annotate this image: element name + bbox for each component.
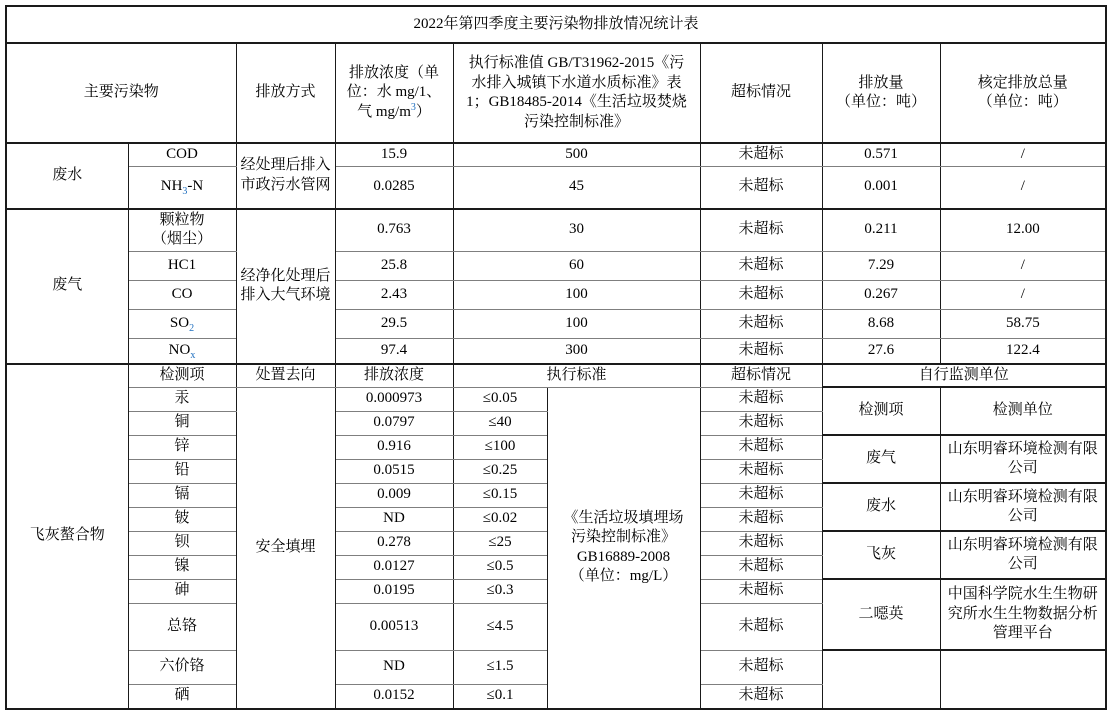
monitor-item-cell-empty <box>822 650 940 709</box>
exceed-status-cell: 未超标 <box>700 650 822 684</box>
pollutant-name-cell <box>128 166 236 209</box>
category-fly-ash: 飞灰螯合物 <box>6 364 128 709</box>
pollutant-name-cell <box>128 209 236 252</box>
discharge-amount-cell: 0.267 <box>822 280 940 309</box>
monitor-item-cell: 飞灰 <box>822 531 940 579</box>
approved-header-line1: 核定排放总量 <box>977 74 1068 91</box>
standard-line: （单位：mg/L） <box>569 568 678 584</box>
subheader-disposal: 处置去向 <box>236 364 335 388</box>
pollutant-name: SO <box>169 314 190 331</box>
approved-total-cell: / <box>940 143 1106 166</box>
amount-header-line1: 排放量 <box>858 74 904 91</box>
limit-cell: ≤0.5 <box>453 555 547 579</box>
concentration-cell: 0.00513 <box>335 603 453 650</box>
test-item-cell: 硒 <box>128 684 236 709</box>
test-item-cell: 砷 <box>128 579 236 603</box>
exceed-status-cell: 未超标 <box>700 309 822 338</box>
standard-line: 《生活垃圾填埋场 <box>563 509 684 526</box>
exceed-status-cell: 未超标 <box>700 338 822 364</box>
limit-cell: ≤0.05 <box>453 387 547 411</box>
limit-cell: ≤0.15 <box>453 483 547 507</box>
col-header-discharge-method: 排放方式 <box>236 43 335 143</box>
table-row <box>6 280 1106 309</box>
concentration-cell: 0.0152 <box>335 684 453 709</box>
category-wastewater: 废水 <box>6 143 128 209</box>
standard-value-cell: 100 <box>453 309 700 338</box>
standard-value-cell: 300 <box>453 338 700 364</box>
test-item-cell: 总铬 <box>128 603 236 650</box>
subheader-standard: 执行标准 <box>453 364 700 388</box>
discharge-amount-cell: 0.571 <box>822 143 940 166</box>
table-row <box>6 251 1106 280</box>
col-header-discharge-amount <box>822 43 940 143</box>
limit-cell: ≤0.25 <box>453 459 547 483</box>
table-row <box>6 209 1106 252</box>
pollutant-name-suffix: -N <box>187 178 204 195</box>
exceed-status-cell: 未超标 <box>700 603 822 650</box>
discharge-amount-cell: 27.6 <box>822 338 940 364</box>
col-header-approved-total <box>940 43 1106 143</box>
monitor-item-cell: 废气 <box>822 435 940 483</box>
exceed-status-cell: 未超标 <box>700 684 822 709</box>
discharge-amount-cell: 8.68 <box>822 309 940 338</box>
test-item-cell: 汞 <box>128 387 236 411</box>
col-header-concentration <box>335 43 453 143</box>
limit-cell: ≤0.02 <box>453 507 547 531</box>
standard-value-cell: 500 <box>453 143 700 166</box>
fly-ash-subheader-row <box>6 364 1106 388</box>
discharge-amount-cell: 0.001 <box>822 166 940 209</box>
approved-total-cell: 122.4 <box>940 338 1106 364</box>
monitor-unit-cell: 山东明睿环境检测有限公司 <box>940 483 1106 531</box>
col-header-main-pollutant: 主要污染物 <box>6 43 236 143</box>
concentration-cell: 0.0515 <box>335 459 453 483</box>
standard-line: GB16889-2008 <box>576 548 671 565</box>
pollutant-name-cell <box>128 251 236 280</box>
test-item-cell: 锌 <box>128 435 236 459</box>
amount-header-unit: （单位：吨） <box>835 94 926 110</box>
monitor-unit-cell: 山东明睿环境检测有限公司 <box>940 435 1106 483</box>
fly-ash-disposal-cell: 安全填埋 <box>236 387 335 709</box>
approved-total-cell: / <box>940 280 1106 309</box>
limit-cell: ≤40 <box>453 411 547 435</box>
subheader-test-item: 检测项 <box>128 364 236 388</box>
subheader-concentration: 排放浓度 <box>335 364 453 388</box>
test-item-cell: 六价铬 <box>128 650 236 684</box>
concentration-cell: 0.0195 <box>335 579 453 603</box>
concentration-cell: 97.4 <box>335 338 453 364</box>
standard-value-cell: 60 <box>453 251 700 280</box>
monitor-unit-cell: 中国科学院水生生物研究所水生生物数据分析管理平台 <box>940 579 1106 650</box>
col-header-exceed-status: 超标情况 <box>700 43 822 143</box>
exceed-status-cell: 未超标 <box>700 555 822 579</box>
limit-cell: ≤0.3 <box>453 579 547 603</box>
waste-gas-discharge-method: 经净化处理后排入大气环境 <box>236 209 335 364</box>
standard-line: 污染控制标准》 <box>570 529 676 545</box>
pollutant-name-cell <box>128 280 236 309</box>
category-waste-gas: 废气 <box>6 209 128 364</box>
pollutant-name-line2: （烟尘） <box>151 231 212 247</box>
col-header-standard-value: 执行标准值 GB/T31962-2015《污水排入城镇下水道水质标准》表1；GB18485-2014《生活垃圾焚烧污染控制标准》 <box>453 43 700 143</box>
exceed-status-cell: 未超标 <box>700 143 822 166</box>
wastewater-discharge-method: 经处理后排入市政污水管网 <box>236 143 335 209</box>
approved-total-cell: 58.75 <box>940 309 1106 338</box>
page-title: 2022年第四季度主要污染物排放情况统计表 <box>6 6 1106 43</box>
monitor-unit-cell-empty <box>940 650 1106 709</box>
exceed-status-cell: 未超标 <box>700 507 822 531</box>
test-item-cell: 铅 <box>128 459 236 483</box>
discharge-amount-cell: 0.211 <box>822 209 940 252</box>
monitor-unit-cell: 山东明睿环境检测有限公司 <box>940 531 1106 579</box>
concentration-cell: 29.5 <box>335 309 453 338</box>
pollutant-name-cell <box>128 338 236 364</box>
test-item-cell: 铍 <box>128 507 236 531</box>
concentration-cell: 0.0285 <box>335 166 453 209</box>
exceed-status-cell: 未超标 <box>700 579 822 603</box>
concentration-cell: ND <box>335 650 453 684</box>
concentration-cell: 25.8 <box>335 251 453 280</box>
concentration-cell: 0.0127 <box>335 555 453 579</box>
exceed-status-cell: 未超标 <box>700 166 822 209</box>
limit-cell: ≤100 <box>453 435 547 459</box>
discharge-amount-cell: 7.29 <box>822 251 940 280</box>
pollutant-name-cell <box>128 309 236 338</box>
approved-total-cell: / <box>940 251 1106 280</box>
concentration-cell: ND <box>335 507 453 531</box>
subheader-exceed: 超标情况 <box>700 364 822 388</box>
exceed-status-cell: 未超标 <box>700 483 822 507</box>
exceed-status-cell: 未超标 <box>700 280 822 309</box>
limit-cell: ≤4.5 <box>453 603 547 650</box>
table-row <box>6 309 1106 338</box>
pollutant-name-subscript: 3 <box>182 186 188 198</box>
concentration-header-text: 排放浓度（单位：水 mg/1、气 mg/m <box>346 64 442 120</box>
limit-cell: ≤25 <box>453 531 547 555</box>
table-row <box>6 166 1106 209</box>
exceed-status-cell: 未超标 <box>700 411 822 435</box>
exceed-status-cell: 未超标 <box>700 251 822 280</box>
table-row <box>6 143 1106 166</box>
pollutant-name: HC1 <box>167 256 197 273</box>
standard-value-cell: 45 <box>453 166 700 209</box>
concentration-header-suffix: ） <box>415 103 431 120</box>
limit-cell: ≤0.1 <box>453 684 547 709</box>
standard-value-cell: 30 <box>453 209 700 252</box>
concentration-cell: 0.009 <box>335 483 453 507</box>
concentration-cell: 0.916 <box>335 435 453 459</box>
pollutant-name-cell <box>128 143 236 166</box>
test-item-cell: 镉 <box>128 483 236 507</box>
table-row <box>6 387 1106 411</box>
concentration-header-superscript: 3 <box>410 101 416 113</box>
standard-value-cell: 100 <box>453 280 700 309</box>
monitor-item-cell: 二噁英 <box>822 579 940 650</box>
concentration-cell: 15.9 <box>335 143 453 166</box>
approved-total-cell: / <box>940 166 1106 209</box>
exceed-status-cell: 未超标 <box>700 459 822 483</box>
concentration-cell: 0.000973 <box>335 387 453 411</box>
exceed-status-cell: 未超标 <box>700 435 822 459</box>
table-row <box>6 338 1106 364</box>
subheader-self-monitoring: 自行监测单位 <box>822 364 1106 388</box>
concentration-cell: 2.43 <box>335 280 453 309</box>
exceed-status-cell: 未超标 <box>700 531 822 555</box>
test-item-cell: 铜 <box>128 411 236 435</box>
pollutant-name: COD <box>166 146 198 162</box>
approved-header-unit: （单位：吨） <box>977 94 1068 110</box>
pollutant-name: CO <box>171 285 193 302</box>
monitor-item-cell: 废水 <box>822 483 940 531</box>
monitor-header-unit: 检测单位 <box>940 387 1106 435</box>
test-item-cell: 钡 <box>128 531 236 555</box>
approved-total-cell: 12.00 <box>940 209 1106 252</box>
pollutant-name-text: 颗粒物 <box>159 211 205 228</box>
pollutant-name: NH <box>160 178 183 195</box>
test-item-cell: 镍 <box>128 555 236 579</box>
pollutant-name-subscript: x <box>190 349 196 361</box>
concentration-cell: 0.278 <box>335 531 453 555</box>
pollutant-statistics-table <box>5 5 1107 710</box>
exceed-status-cell: 未超标 <box>700 209 822 252</box>
exceed-status-cell: 未超标 <box>700 387 822 411</box>
concentration-cell: 0.763 <box>335 209 453 252</box>
pollutant-name: NO <box>168 341 191 358</box>
pollutant-name <box>133 211 232 231</box>
limit-cell: ≤1.5 <box>453 650 547 684</box>
pollutant-name-subscript: 2 <box>189 322 195 334</box>
monitor-header-item: 检测项 <box>822 387 940 435</box>
concentration-cell: 0.0797 <box>335 411 453 435</box>
fly-ash-standard-cell <box>547 387 700 709</box>
